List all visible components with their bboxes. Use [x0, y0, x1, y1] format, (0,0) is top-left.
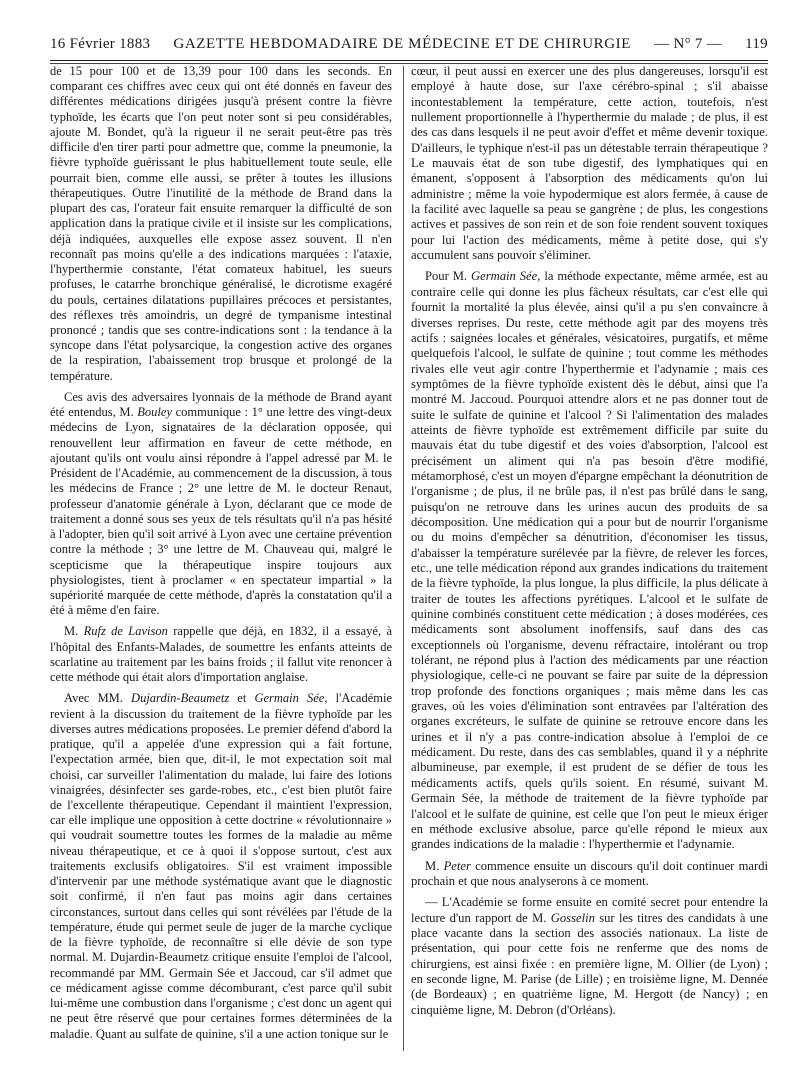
- author-name: Bouley: [137, 405, 172, 420]
- column-separator: [403, 66, 404, 1051]
- paragraph: Ces avis des adversaires lyonnais de la méthode de Brand ayant été entendus, M. Bouley communique : 1° une lettre des vingt-deux médecins de Lyon, signataires de la déclaration opposée, qui renouvellent leur affirmation en faveur de cette méthode, en ajoutant qu'ils ont voulu ainsi répondre à l'appel adressé par M. le Président de l'Académie, au commencement de la discussion, à tous les médecins de France ; 2° une lettre de M. le docteur Renaut, professeur d'anatomie générale à Lyon, déclarant que ce mode de traitement a donné sous ses yeux de tels résultats qu'il n'a pas hésité à l'adopter, bien qu'il soit arrivé à Lyon avec une certaine prévention contre la méthode ; 3° une lettre de M. Chauveau qui, malgré le scepticisme que la thérapeutique inspire toujours aux physiologistes, tient à proclamer « en spectateur impartial » la supériorité marquée de cette méthode, d'après la constatation qu'il a été à même d'en faire.: [50, 389, 392, 618]
- header-date: 16 Février 1883: [50, 36, 151, 52]
- author-name: Dujardin-Beaumetz: [131, 691, 230, 706]
- left-column: [50, 64, 392, 1042]
- author-name: Peter: [443, 858, 471, 873]
- paragraph: Pour M. Germain Sée, la méthode expectante, même armée, est au contraire celle qui donne les plus fâcheux résultats, car c'est elle qui fournit la mortalité la plus élevée, ainsi qu'il a pu s'en convaincre à diverses reprises. Du reste, cette méthode agit par des moyens très actifs : saignées locales et générales, vésicatoires, purgatifs, et même quelquefois l'alcool, le sulfate de quinine ; tout comme les méthodes rivales elle veut agir contre l'hyperthermie et l'adynamie ; mais ces symptômes de la fièvre typhoïde existent dès le début, ainsi que l'a montré M. Jaccoud. Pourquoi attendre alors et ne pas donner tout de suite le sulfate de quinine et l'alcool ? Si l'alimentation des malades atteints de fièvre typhoïde est extrêmement difficile par suite du mauvais état du tube digestif et des voies d'absorption, l'alcool est précisément un aliment qui n'a pas besoin d'être modifié, métamorphosé, c'est un moyen d'épargne empêchant la déonutrition de l'organisme ; de plus, il ne brûle pas, il n'est pas brûlé dans le sang, puisqu'on ne retrouve dans les urines aucun des produits de sa décomposition. Une médication qui a pour but de nourrir l'organisme ou du moins d'empêcher sa dénutrition, d'économiser les tissus, d'abaisser la température surélevée par la fièvre, de relever les forces, etc., une telle médication répond aux grandes indications du traitement de la fièvre typhoïde, la plus longue, la plus difficile, la plus délicate à traiter de toutes les affections pyrétiques. L'alcool et le sulfate de quinine combinés constituent cette médication ; à doses modérées, ces médicaments sont absolument inoffensifs, sauf dans des cas exceptionnels où l'organisme, devenu réfractaire, intolérant ou trop tolérant, ne répond plus à l'action des médicaments par une réaction physiologique, celle-ci ne pouvant se faire par suite de la dépression trop profonde des fonctions organiques ; mais même dans les cas graves, où les voies d'élimination sont entravées par l'altération des organes excréteurs, le sulfate de quinine se retrouve encore dans les urines et il n'y a pas contre-indication absolue à l'emploi de ce médicament. Du reste, dans des cas semblables, quand il y a néphrite albumineuse, par exemple, il est prudent de se défier de tous les médicaments actifs, quels qu'ils soient. En résumé, suivant M. Germain Sée, la méthode de traitement de la fièvre typhoïde par l'alcool et le sulfate de quinine, est celle que l'on peut le mieux ériger en méthode exclusive absolue, parce qu'elle répond le mieux aux grandes indications de la maladie : l'hyperthermie et l'adynamie.: [411, 269, 768, 852]
- issue-number: — N° 7 —: [654, 36, 723, 52]
- right-column: [411, 64, 768, 1018]
- paragraph: de 15 pour 100 et de 13,39 pour 100 dans les seconds. En comparant ces chiffres avec ceux qui ont été donnés en faveur des différentes médications dirigées jusqu'à présent contre la fièvre typhoïde, les écarts que l'on peut noter sont si peu considérables, ajoute M. Bondet, qu'à la rigueur il ne serait peut-être pas très difficile d'en tirer parti pour admettre que, comme la pneumonie, la fièvre typhoïde guérissant le plus habituellement toute seule, elle pourrait bien, comme elle aussi, se prêter à toutes les illusions thérapeutiques. Outre l'inutilité de la méthode de Brand dans la plupart des cas, l'orateur fait ensuite remarquer la difficulté de son application dans la pratique civile et il insiste sur les complications, déjà indiquées, auxquelles elle expose assez souvent. Il n'en reconnaît pas moins qu'elle a des indications marquées : l'ataxie, l'hyperthermie constante, l'état comateux habituel, les sueurs profuses, le catarrhe bronchique généralisé, le dicrotisme exagéré du pouls, certaines dilatations pupillaires précoces et persistantes, des réflexes très amoindris, un degré de tympanisme intestinal prononcé ; tandis que ses contre-indications sont : la tendance à la syncope dans l'état polysarcique, la congestion active des organes de la respiration, l'abaissement trop brusque et prolongé de la température.: [50, 64, 392, 383]
- running-header: [50, 36, 768, 56]
- journal-title: GAZETTE HEBDOMADAIRE DE MÉDECINE ET DE CHIRURGIE: [173, 36, 632, 52]
- author-name: Gosselin: [550, 910, 595, 925]
- paragraph: M. Rufz de Lavison rappelle que déjà, en 1832, il a essayé, à l'hôpital des Enfants-Malades, de soumettre les enfants atteints de scarlatine au traitement par les bains froids ; il fallut vite renoncer à cette méthode qui était alors d'importation anglaise.: [50, 624, 392, 685]
- paragraph: — L'Académie se forme ensuite en comité secret pour entendre la lecture d'un rapport de M. Gosselin sur les titres des candidats à une place vacante dans la section des associés nationaux. La liste de présentation, qui pour cette fois ne renferme que des noms de chirurgiens, est ainsi fixée : en première ligne, M. Ollier (de Lyon) ; en seconde ligne, M. Parise (de Lille) ; en troisième ligne, M. Dennée (de Bordeaux) ; en quatrième ligne, M. Hergott (de Nancy) ; en cinquième ligne, M. Debron (d'Orléans).: [411, 895, 768, 1017]
- paragraph: M. Peter commence ensuite un discours qu'il doit continuer mardi prochain et que nous analyserons à ce moment.: [411, 858, 768, 888]
- author-name: Germain Sée: [254, 691, 325, 706]
- author-name: Germain Sée: [471, 269, 538, 284]
- page-number: 119: [745, 36, 768, 52]
- paragraph: cœur, il peut aussi en exercer une des plus dangereuses, lorsqu'il est employé à haute dose, sur l'axe cérébro-spinal ; s'il abaisse incontestablement la température, cette action, toutefois, n'est nullement proportionnelle à l'hyperthermie du malade ; de plus, il est des cas dans lesquels il ne peut avoir d'effet et même devenir toxique. D'ailleurs, le typhique n'est-il pas un détestable terrain thérapeutique ? Le mauvais état de son tube digestif, des lymphatiques qui en émanent, s'opposent à l'absorption des médicaments qu'on lui administre ; même la voie hypodermique est alors fermée, à cause de la facilité avec laquelle sa peau se gangrène ; de plus, les congestions actives et passives de son rein et de son foie rendent souvent toxiques pour lui l'action des médicaments, même à petite dose, qui s'y accumulent sans pouvoir s'éliminer.: [411, 64, 768, 263]
- header-rule: [50, 60, 768, 61]
- author-name: Rufz de Lavison: [83, 624, 168, 639]
- paragraph: Avec MM. Dujardin-Beaumetz et Germain Sée, l'Académie revient à la discussion du traitement de la fièvre typhoïde par les diverses autres médications proposées. Le premier défend d'abord la pratique, qu'il a appelée d'une expression qui a fait fortune, l'expectation armée, bien que, dit-il, le mot expectation soit mal choisi, car surveiller l'alimentation du malade, lui faire des lotions vinaigrées, désinfecter ses garde-robes, etc., c'est bien plutôt faire de l'excellente thérapeutique. Cependant il maintient l'expression, car elle implique une opposition à cette doctrine « révolutionnaire » qui voudrait soumettre toutes les formes de la maladie au même niveau thérapeutique, et ce à quoi il s'oppose surtout, c'est aux traitements exclusifs obligatoires. S'il est vraiment impossible d'intervenir par une méthode systématique avant que le diagnostic soit confirmé, il n'en faut pas moins agir dans certaines circonstances, surtout dans celles qui sont révélées par l'étude de la température, étude qui permet seule de juger de la marche cyclique de la fièvre typhoïde, de reconnaître si elle dévie de son type normal. M. Dujardin-Beaumetz critique ensuite l'emploi de l'alcool, recommandé par MM. Germain Sée et Jaccoud, car s'il admet que ce médicament agisse comme décomburant, c'est parce qu'il subit lui-même une combustion dans l'organisme ; c'est donc un agent qui ne peut être réservé que pour certaines formes déterminées de la maladie. Quant au sulfate de quinine, s'il a une action tonique sur le: [50, 691, 392, 1041]
